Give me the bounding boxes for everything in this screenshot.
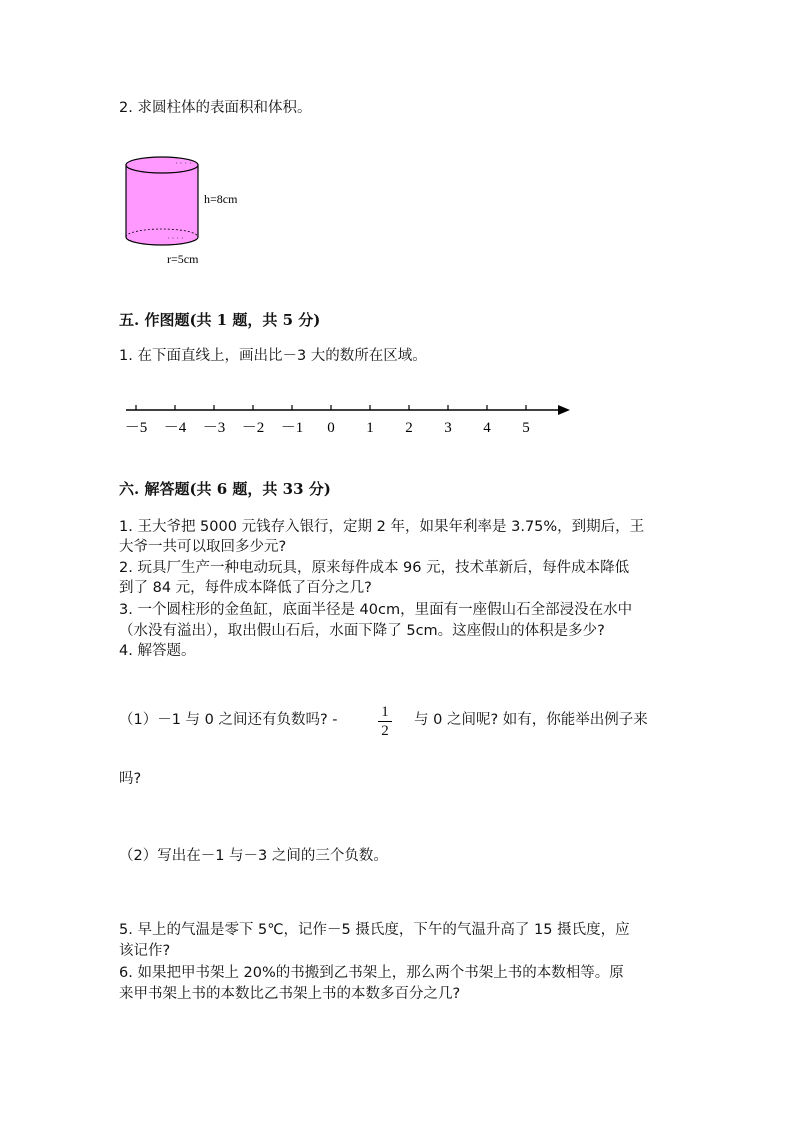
tick-label: 0 [327,420,335,436]
s6-q3-line1: 3. 一个圆柱形的金鱼缸，底面半径是 40cm，里面有一座假山石全部浸没在水中 [119,602,633,618]
tick-label: 3 [444,420,452,436]
s6-q4-1-before: （1）－1 与 0 之间还有负数吗? - [119,712,338,728]
tick-label: －5 [124,420,148,436]
s6-q3-line2: （水没有溢出），取出假山石后，水面下降了 5cm。这座假山的体积是多少? [119,623,605,639]
s6-q5-line2: 该记作? [119,943,171,959]
section5-heading: 五. 作图题(共 1 题，共 5 分) [119,311,321,329]
s6-q5-line1: 5. 早上的气温是零下 5℃，记作－5 摄氏度，下午的气温升高了 15 摄氏度，应 [119,922,630,938]
tick-label: 1 [366,420,374,436]
number-line [118,398,578,442]
tick-label: －1 [280,420,304,436]
height-label: h=8cm [204,192,238,206]
section6-heading: 六. 解答题(共 6 题，共 33 分) [119,480,331,498]
s6-q6-line1: 6. 如果把甲书架上 20%的书搬到乙书架上，那么两个书架上书的本数相等。原 [119,965,624,981]
s6-q4-1-cont: 吗? [119,771,142,787]
tick-label: 2 [405,420,413,436]
fraction [378,704,392,739]
s6-q6-line2: 来甲书架上书的本数比乙书架上书的本数多百分之几? [119,986,461,1002]
section5-q1: 1. 在下面直线上，画出比－3 大的数所在区域。 [119,348,427,364]
fraction-denominator: 2 [381,723,389,739]
s6-q1-line1: 1. 王大爷把 5000 元钱存入银行，定期 2 年，如果年利率是 3.75%，到期后，王 [119,519,645,535]
s6-q4: 4. 解答题。 [119,643,196,659]
tick-label: －3 [202,420,226,436]
radius-label: r=5cm [167,252,199,266]
fraction-numerator: 1 [381,704,389,720]
s6-q2-line2: 到了 84 元，每件成本降低了百分之几? [119,580,372,596]
s6-q4-1-after: 与 0 之间呢? 如有，你能举出例子来 [414,712,648,728]
tick-label: 5 [522,420,530,436]
cylinder-body [126,165,198,245]
cylinder-figure [115,148,255,268]
tick-label: －4 [163,420,187,436]
s6-q1-line2: 大爷一共可以取回多少元? [119,539,287,555]
arrow-head [558,405,570,415]
svg-text:· · · ·: · · · · [167,234,184,243]
tick-label: －2 [241,420,265,436]
svg-text:· · · ·: · · · · [175,159,192,168]
tick-label: 4 [483,420,491,436]
q2-title: 2. 求圆柱体的表面积和体积。 [119,100,312,116]
s6-q2-line1: 2. 玩具厂生产一种电动玩具，原来每件成本 96 元，技术革新后，每件成本降低 [119,560,630,576]
s6-q4-2: （2）写出在－1 与－3 之间的三个负数。 [119,848,388,864]
